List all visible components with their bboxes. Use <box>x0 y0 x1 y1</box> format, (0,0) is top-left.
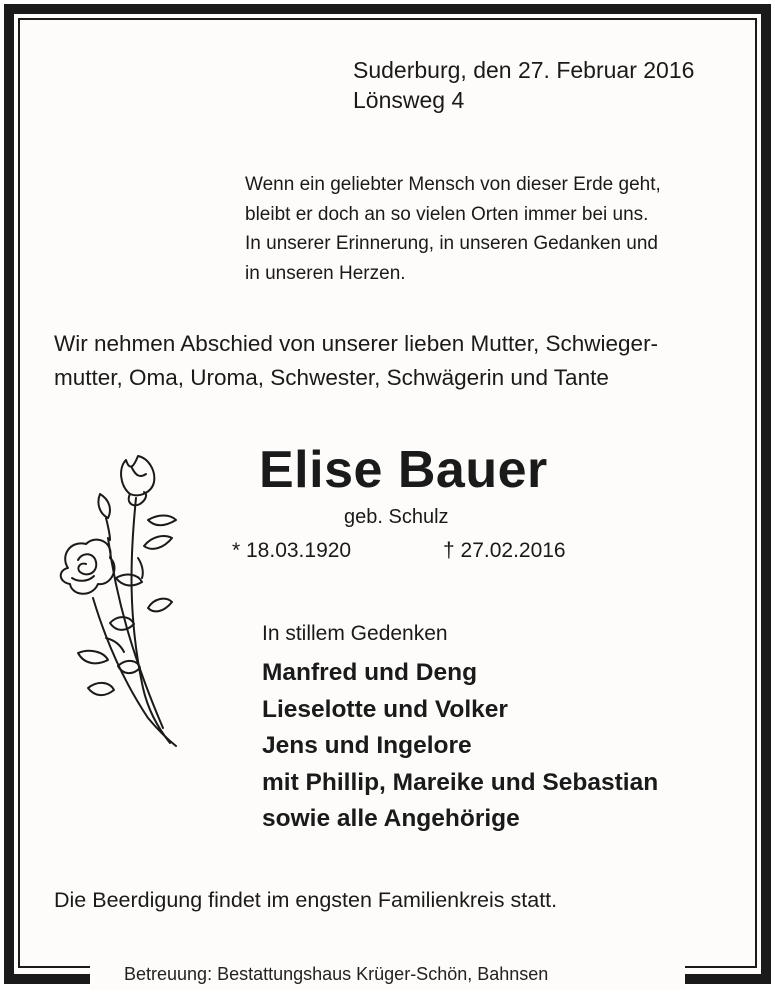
intro-line: Wir nehmen Abschied von unserer lieben Mutter, Schwieger- <box>54 331 659 356</box>
quote-line: bleibt er doch an so vielen Orten immer bei uns. <box>245 203 649 225</box>
birth-date: * 18.03.1920 <box>232 539 352 562</box>
intro-line: mutter, Oma, Uroma, Schwester, Schwägerin und Tante <box>54 365 609 390</box>
place-date: Suderburg, den 27. Februar 2016 <box>353 57 695 83</box>
maiden-name: geb. Schulz <box>344 506 449 528</box>
funeral-note: Die Beerdigung findet im engsten Familienkreis statt. <box>54 888 558 912</box>
undertaker-credit: Betreuung: Bestattungshaus Krüger-Schön, Bahnsen <box>124 964 549 984</box>
quote-line: Wenn ein geliebter Mensch von dieser Erde geht, <box>245 174 661 195</box>
address: Lönsweg 4 <box>353 87 465 113</box>
farewell-intro <box>54 327 658 395</box>
rose-illustration-icon <box>48 448 188 748</box>
memorial-quote <box>245 170 661 288</box>
mourner-line: Lieselotte und Volker <box>262 695 508 723</box>
mourner-line: mit Phillip, Mareike und Sebastian <box>262 768 659 796</box>
mourners-list <box>262 655 658 838</box>
mourner-line: Jens und Ingelore <box>262 732 472 759</box>
mourner-line: sowie alle Angehörige <box>262 805 520 832</box>
death-date: † 27.02.2016 <box>443 539 566 562</box>
memory-lead: In stillem Gedenken <box>262 622 448 645</box>
deceased-name: Elise Bauer <box>259 441 548 499</box>
mourner-line: Manfred und Deng <box>262 659 478 686</box>
quote-line: In unserer Erinnerung, in unseren Gedanken und <box>245 233 658 254</box>
header-block <box>353 55 694 115</box>
quote-line: in unseren Herzen. <box>245 262 406 284</box>
